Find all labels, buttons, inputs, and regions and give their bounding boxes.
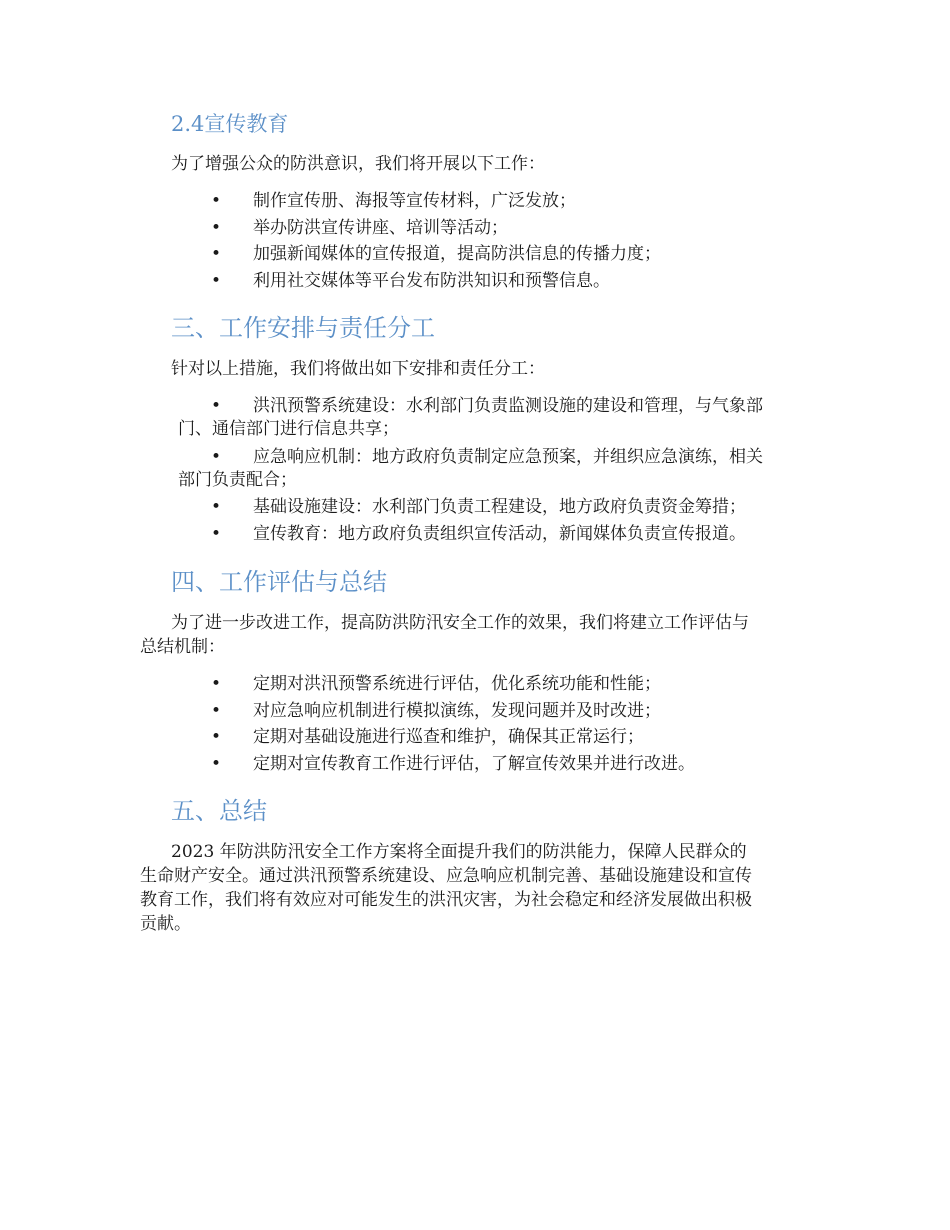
list-item-text: 加强新闻媒体的宣传报道，提高防洪信息的传播力度； (253, 244, 661, 264)
list-item-text: 举办防洪宣传讲座、培训等活动； (253, 218, 508, 238)
section-intro-4-line2: 总结机制： (140, 637, 225, 657)
list-item-text: 洪汛预警系统建设：水利部门负责监测设施的建设和管理，与气象部 (253, 396, 763, 416)
section-intro-2-4: 为了增强公众的防洪意识，我们将开展以下工作： (171, 154, 545, 174)
list-item-text: 对应急响应机制进行模拟演练，发现问题并及时改进； (253, 701, 661, 721)
list-item-text: 定期对洪汛预警系统进行评估，优化系统功能和性能； (253, 674, 661, 694)
list-item-text: 应急响应机制：地方政府负责制定应急预案，并组织应急演练，相关 (253, 447, 763, 467)
bullet-dot-icon: • (211, 191, 222, 211)
section-heading-5: 五、总结 (171, 797, 267, 825)
section-intro-4-line1: 为了进一步改进工作，提高防洪防汛安全工作的效果，我们将建立工作评估与 (171, 613, 749, 633)
bullet-dot-icon: • (211, 396, 222, 416)
section-intro-3: 针对以上措施，我们将做出如下安排和责任分工： (171, 359, 545, 379)
list-item-text-continued: 部门负责配合； (178, 470, 297, 490)
summary-line: 贡献。 (140, 914, 191, 934)
bullet-dot-icon: • (211, 218, 222, 238)
bullet-dot-icon: • (211, 271, 222, 291)
section-heading-2-4: 2.4宣传教育 (171, 112, 289, 136)
bullet-dot-icon: • (211, 754, 222, 774)
bullet-dot-icon: • (211, 701, 222, 721)
list-item-text: 定期对基础设施进行巡查和维护，确保其正常运行； (253, 727, 644, 747)
list-item-text: 定期对宣传教育工作进行评估，了解宣传效果并进行改进。 (253, 754, 695, 774)
section-heading-4: 四、工作评估与总结 (171, 568, 387, 596)
bullet-dot-icon: • (211, 727, 222, 747)
bullet-dot-icon: • (211, 524, 222, 544)
list-item-text: 宣传教育：地方政府负责组织宣传活动，新闻媒体负责宣传报道。 (253, 524, 746, 544)
summary-line: 2023 年防洪防汛安全工作方案将全面提升我们的防洪能力，保障人民群众的 (171, 842, 747, 862)
bullet-dot-icon: • (211, 674, 222, 694)
bullet-dot-icon: • (211, 244, 222, 264)
summary-line: 教育工作，我们将有效应对可能发生的洪汛灾害，为社会稳定和经济发展做出积极 (140, 890, 752, 910)
section-heading-3: 三、工作安排与责任分工 (171, 314, 435, 342)
list-item-text: 利用社交媒体等平台发布防洪知识和预警信息。 (253, 271, 610, 291)
list-item-text: 基础设施建设：水利部门负责工程建设，地方政府负责资金筹措； (253, 497, 746, 517)
bullet-dot-icon: • (211, 497, 222, 517)
list-item-text-continued: 门、通信部门进行信息共享； (178, 419, 399, 439)
summary-line: 生命财产安全。通过洪汛预警系统建设、应急响应机制完善、基础设施建设和宣传 (140, 866, 752, 886)
list-item-text: 制作宣传册、海报等宣传材料，广泛发放； (253, 191, 576, 211)
bullet-dot-icon: • (211, 447, 222, 467)
